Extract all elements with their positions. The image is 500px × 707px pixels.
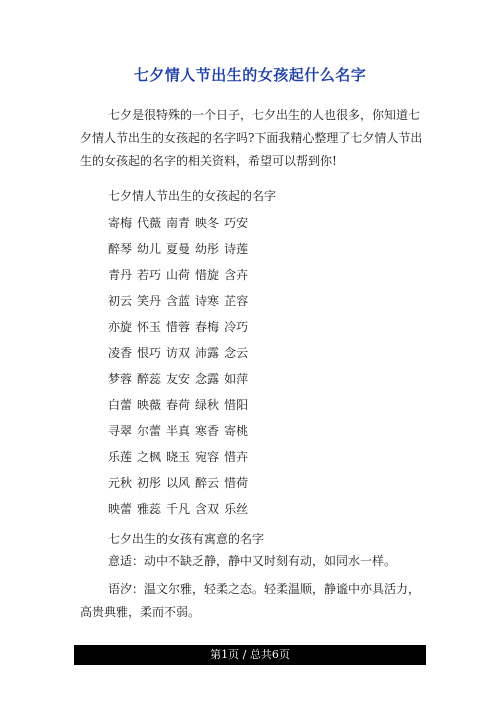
name-item: 雅蕊 [137, 502, 162, 516]
name-item: 醉云 [195, 476, 220, 490]
section1-heading: 七夕情人节出生的女孩起的名字 [108, 189, 277, 203]
name-item: 醉琴 [108, 242, 133, 256]
name-item: 含卉 [224, 268, 249, 282]
name-item: 惜卉 [224, 450, 249, 464]
name-item: 乐莲 [108, 450, 133, 464]
name-item: 以风 [166, 476, 191, 490]
name-item: 惜蓉 [166, 320, 191, 334]
names-list [108, 210, 253, 522]
name-item: 惜旋 [195, 268, 220, 282]
name-item: 晓玉 [166, 450, 191, 464]
name-item: 巧安 [224, 216, 249, 230]
name-item: 友安 [166, 372, 191, 386]
meaning-item: 意适：动中不缺乏静，静中又时刻有动，如同水一样。 [108, 554, 397, 568]
name-item: 念露 [195, 372, 220, 386]
name-item: 惜荷 [224, 476, 249, 490]
name-item: 幼儿 [137, 242, 162, 256]
name-item: 春荷 [166, 398, 191, 412]
name-row [108, 496, 253, 522]
name-item: 乐丝 [224, 502, 249, 516]
page-footer: 第1页 / 总共6页 [74, 645, 426, 665]
name-item: 映冬 [195, 216, 220, 230]
name-item: 惜阳 [224, 398, 249, 412]
name-item: 代薇 [137, 216, 162, 230]
name-item: 初彤 [137, 476, 162, 490]
name-item: 映薇 [137, 398, 162, 412]
name-row [108, 288, 253, 314]
name-item: 诗寒 [195, 294, 220, 308]
name-item: 含蓝 [166, 294, 191, 308]
name-item: 怀玉 [137, 320, 162, 334]
name-item: 千凡 [166, 502, 191, 516]
name-item: 寄梅 [108, 216, 133, 230]
name-item: 绿秋 [195, 398, 220, 412]
name-item: 冷巧 [224, 320, 249, 334]
name-item: 白蕾 [108, 398, 133, 412]
name-item: 映蕾 [108, 502, 133, 516]
name-row [108, 418, 253, 444]
name-item: 诗莲 [224, 242, 249, 256]
intro-paragraph: 七夕是很特殊的一个日子，七夕出生的人也很多，你知道七夕情人节出生的女孩起的名字吗?下面我精心整理了七夕情人节出生的女孩起的名字的相关资料，希望可以帮到你! [80, 108, 423, 168]
name-row [108, 470, 253, 496]
name-item: 若巧 [137, 268, 162, 282]
name-item: 夏曼 [166, 242, 191, 256]
name-item: 青丹 [108, 268, 133, 282]
name-item: 寒香 [195, 424, 220, 438]
name-row [108, 210, 253, 236]
name-item: 山荷 [166, 268, 191, 282]
section2-heading: 七夕出生的女孩有寓意的名字 [108, 532, 265, 546]
name-item: 幼彤 [195, 242, 220, 256]
name-item: 笑丹 [137, 294, 162, 308]
name-item: 寻翠 [108, 424, 133, 438]
name-item: 元秋 [108, 476, 133, 490]
name-item: 寄桃 [224, 424, 249, 438]
document-title: 七夕情人节出生的女孩起什么名字 [133, 66, 367, 84]
name-item: 芷容 [224, 294, 249, 308]
name-row [108, 366, 253, 392]
name-item: 恨巧 [137, 346, 162, 360]
name-item: 梦蓉 [108, 372, 133, 386]
name-row [108, 262, 253, 288]
name-item: 凌香 [108, 346, 133, 360]
name-item: 初云 [108, 294, 133, 308]
name-item: 宛容 [195, 450, 220, 464]
name-item: 亦旋 [108, 320, 133, 334]
name-item: 如萍 [224, 372, 249, 386]
name-row [108, 340, 253, 366]
name-item: 半真 [166, 424, 191, 438]
name-item: 念云 [224, 346, 249, 360]
name-row [108, 392, 253, 418]
meaning-item: 语汐：温文尔雅，轻柔之态。轻柔温顺，静谧中亦具活力，高贵典雅，柔而不弱。 [80, 582, 421, 619]
name-item: 之枫 [137, 450, 162, 464]
name-row [108, 236, 253, 262]
name-item: 沛露 [195, 346, 220, 360]
name-item: 访双 [166, 346, 191, 360]
name-row [108, 444, 253, 470]
name-item: 南青 [166, 216, 191, 230]
name-item: 尔蕾 [137, 424, 162, 438]
name-item: 含双 [195, 502, 220, 516]
name-item: 春梅 [195, 320, 220, 334]
name-item: 醉蕊 [137, 372, 162, 386]
name-row [108, 314, 253, 340]
